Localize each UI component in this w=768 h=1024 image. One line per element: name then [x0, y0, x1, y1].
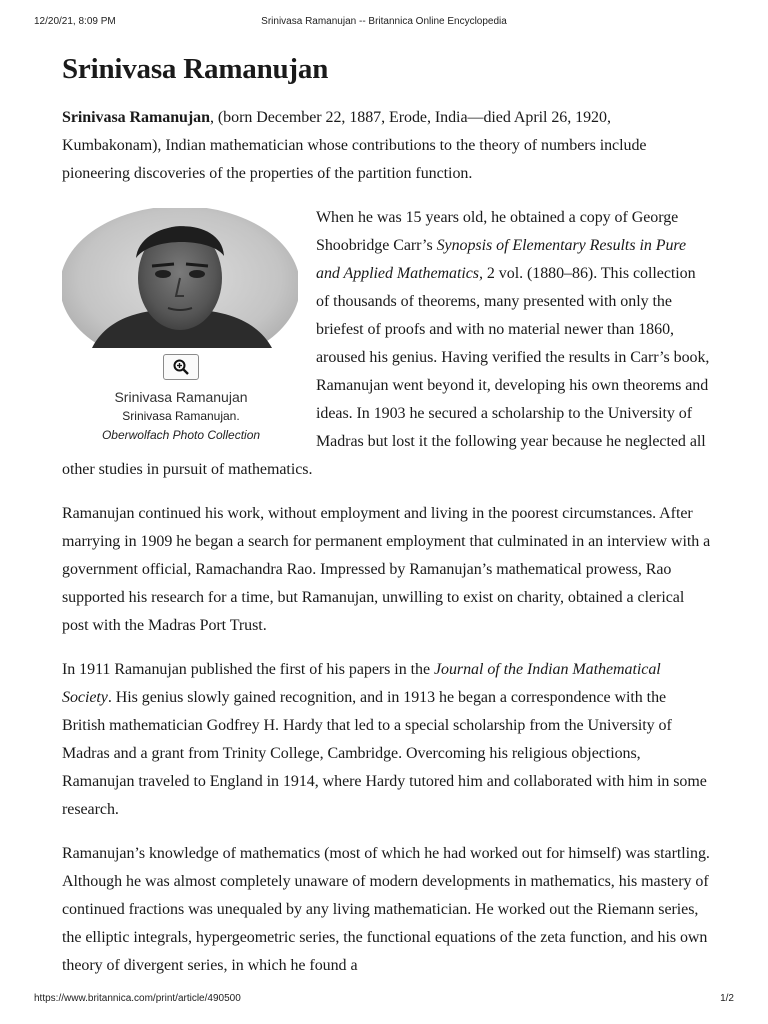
zoom-in-icon — [173, 359, 189, 375]
paragraph-text: When he was 15 years old, he obtained a copy of George Shoobridge Carr’s — [316, 209, 679, 254]
paragraph-publications — [62, 656, 712, 824]
paragraph-text: In 1911 Ramanujan published the first of his papers in the — [62, 661, 434, 678]
zoom-button[interactable] — [163, 354, 199, 380]
portrait-image — [62, 208, 298, 348]
book-title: Synopsis of Elementary Results in Pure and Applied Mathematics, — [316, 237, 687, 282]
journal-title: Journal of the Indian Mathematical Society — [62, 661, 661, 706]
print-footer — [0, 993, 768, 1009]
figure-caption-text: Srinivasa Ramanujan. — [122, 409, 240, 423]
paragraph-knowledge: Ramanujan’s knowledge of mathematics (most of which he had worked out for himself) was startling. Although he was almost completely unaware of modern developments in mathematics, his mastery of continued fractions was unequaled by any living mathematician. He worked out the Riemann series, the elliptic integrals, hypergeometric series, the functional equations of the zeta function, and his own theory of divergent series, in which he found a — [62, 845, 710, 974]
print-url: https://www.britannica.com/print/article/490500 — [34, 993, 241, 1004]
portrait-figure — [62, 204, 300, 445]
article-title: Srinivasa Ramanujan — [62, 53, 329, 85]
print-header — [0, 16, 768, 32]
print-page-title: Srinivasa Ramanujan -- Britannica Online Encyclopedia — [261, 16, 507, 27]
paragraph-text: . His genius slowly gained recognition, and in 1913 he began a correspondence with the British mathematician Godfrey H. Hardy that led to a special scholarship from the University of Madras and a grant from Trinity College, Cambridge. Overcoming his religious objections, Ramanujan traveled to England in 1914, where Hardy tutored him and collaborated with him in some research. — [62, 689, 707, 818]
intro-text: , (born December 22, 1887, Erode, India—died April 26, 1920, Kumbakonam), Indian mathematician whose contributions to the theory of numbers include pioneering discoveries of the properties of the partition function. — [62, 109, 647, 182]
paragraph-text: 2 vol. (1880–86). This collection of thousands of theorems, many presented with only the briefest of proofs and with no material newer than 1860, aroused his genius. Having verified the results in Carr’s book, Ramanujan went beyond it, developing his own theorems and ideas. In 1903 he secured a scholarship to the University of Madras but lost it the following year because he neglected all other studies in pursuit of mathematics. — [62, 265, 710, 478]
article — [62, 50, 712, 996]
paragraph-employment: Ramanujan continued his work, without employment and living in the poorest circumstances. After marrying in 1909 he began a search for permanent employment that culminated in an interview with a government official, Ramachandra Rao. Impressed by Ramanujan’s mathematical prowess, Rao supported his research for a time, but Ramanujan, unwilling to exist on charity, obtained a clerical post with the Madras Port Trust. — [62, 505, 711, 634]
subject-name: Srinivasa Ramanujan — [62, 109, 210, 126]
figure-caption-title: Srinivasa Ramanujan — [114, 389, 248, 405]
page-number: 1/2 — [720, 993, 734, 1004]
intro-paragraph — [62, 104, 712, 188]
print-date: 12/20/21, 8:09 PM — [34, 16, 116, 27]
portrait-photo[interactable] — [62, 208, 298, 348]
figure-credit: Oberwolfach Photo Collection — [101, 428, 261, 442]
